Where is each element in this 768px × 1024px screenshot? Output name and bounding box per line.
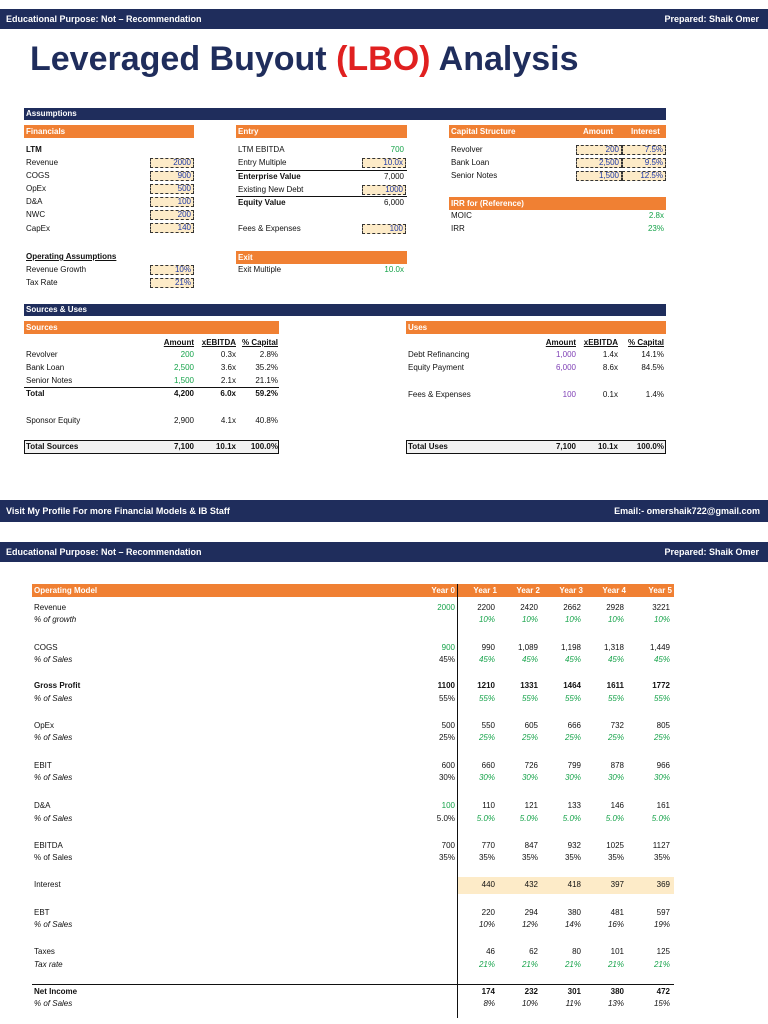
fin-input-opex[interactable]: 500 bbox=[150, 184, 194, 194]
use-x-equity-payment: 8.6x bbox=[602, 363, 618, 372]
moic-label: MOIC bbox=[451, 211, 472, 220]
model-cell-7-1: 25% bbox=[478, 733, 495, 742]
fin-input-da[interactable]: 100 bbox=[150, 197, 194, 207]
model-row-y0-11: 5.0% bbox=[436, 814, 455, 823]
fin-label-revenue: Revenue bbox=[26, 158, 59, 167]
model-cell-4-3: 1464 bbox=[563, 681, 581, 690]
operating-assumptions-header: Operating Assumptions bbox=[26, 252, 117, 261]
model-cell-4-4: 1611 bbox=[606, 681, 624, 690]
sources-uses-header: Sources & Uses bbox=[24, 304, 666, 316]
page2-purpose-note: Educational Purpose: Not – Recommendation bbox=[6, 547, 202, 557]
total-uses-x: 10.1x bbox=[597, 442, 618, 451]
model-row-y0-3: 45% bbox=[438, 655, 455, 664]
model-cell-12-4: 1025 bbox=[606, 841, 624, 850]
model-cell-13-3: 35% bbox=[564, 853, 581, 862]
model-cell-19-2: 232 bbox=[524, 987, 538, 996]
fin-input-revenue[interactable]: 2000 bbox=[150, 158, 194, 168]
model-cell-2-1: 990 bbox=[481, 643, 495, 652]
equity-value: 6,000 bbox=[383, 198, 404, 207]
use-x-fees: 0.1x bbox=[602, 390, 618, 399]
sources-total-line bbox=[24, 387, 279, 388]
use-amount-equity-payment: 6,000 bbox=[555, 363, 576, 372]
prepared-by: Prepared: Shaik Omer bbox=[664, 14, 759, 24]
ltm-label: LTM bbox=[26, 145, 42, 154]
page-title bbox=[30, 40, 579, 79]
fin-input-cogs[interactable]: 900 bbox=[150, 171, 194, 181]
model-cell-15-1: 220 bbox=[481, 908, 495, 917]
footer-banner bbox=[0, 500, 768, 522]
model-cell-17-5: 125 bbox=[656, 947, 670, 956]
model-cell-3-1: 45% bbox=[478, 655, 495, 664]
model-cell-15-5: 597 bbox=[656, 908, 670, 917]
cap-interest-senior-notes[interactable]: 12.5% bbox=[622, 171, 666, 181]
model-cell-7-5: 25% bbox=[653, 733, 670, 742]
model-cell-9-5: 30% bbox=[653, 773, 670, 782]
model-row-label-5: % of Sales bbox=[34, 694, 73, 703]
model-row-y0-7: 25% bbox=[438, 733, 455, 742]
footer-profile-note: Visit My Profile For more Financial Models & IB Staff bbox=[6, 506, 230, 516]
sources-header: Sources bbox=[24, 321, 279, 334]
model-row-label-0: Revenue bbox=[34, 603, 67, 612]
sources-col-xebitda: xEBITDA bbox=[201, 338, 236, 347]
year-header-3: Year 3 bbox=[559, 586, 583, 595]
entry-ltm-ebitda-value: 700 bbox=[390, 145, 404, 154]
model-cell-2-2: 1,089 bbox=[517, 643, 538, 652]
cap-amount-senior-notes[interactable]: 1,500 bbox=[576, 171, 622, 181]
entry-divider bbox=[236, 170, 407, 171]
equity-value-label: Equity Value bbox=[238, 198, 286, 207]
sponsor-equity-label: Sponsor Equity bbox=[26, 416, 81, 425]
model-cell-19-3: 301 bbox=[567, 987, 581, 996]
model-cell-3-5: 45% bbox=[653, 655, 670, 664]
model-cell-1-4: 10% bbox=[607, 615, 624, 624]
cap-amount-revolver[interactable]: 200 bbox=[576, 145, 622, 155]
model-cell-10-1: 110 bbox=[482, 801, 495, 810]
model-cell-3-2: 45% bbox=[521, 655, 538, 664]
model-row-y0-12: 700 bbox=[441, 841, 455, 850]
use-x-debt-refi: 1.4x bbox=[602, 350, 618, 359]
sources-col-pct: % Capital bbox=[241, 338, 278, 347]
fin-label-da: D&A bbox=[26, 197, 43, 206]
model-cell-5-5: 55% bbox=[653, 694, 670, 703]
ev-value: 7,000 bbox=[383, 172, 404, 181]
model-row-y0-0: 2000 bbox=[437, 603, 455, 612]
title-part-2: Analysis bbox=[430, 40, 579, 78]
model-cell-3-3: 45% bbox=[564, 655, 581, 664]
model-cell-12-1: 770 bbox=[481, 841, 495, 850]
model-row-label-17: Taxes bbox=[34, 947, 55, 956]
src-x-revolver: 0.3x bbox=[220, 350, 236, 359]
model-cell-18-3: 21% bbox=[564, 960, 581, 969]
fees-input[interactable]: 100 bbox=[362, 224, 406, 234]
model-cell-16-1: 10% bbox=[478, 920, 495, 929]
model-cell-16-3: 14% bbox=[564, 920, 581, 929]
model-cell-7-4: 25% bbox=[607, 733, 624, 742]
existing-debt-label: Existing New Debt bbox=[238, 185, 304, 194]
operating-model-title: Operating Model bbox=[34, 586, 98, 595]
model-row-label-6: OpEx bbox=[34, 721, 55, 730]
model-row-label-13: % of Sales bbox=[34, 853, 73, 862]
model-cell-1-3: 10% bbox=[564, 615, 581, 624]
model-cell-9-2: 30% bbox=[521, 773, 538, 782]
use-amount-debt-refi: 1,000 bbox=[555, 350, 576, 359]
model-cell-15-4: 481 bbox=[610, 908, 624, 917]
model-cell-18-2: 21% bbox=[521, 960, 538, 969]
model-cell-12-5: 1127 bbox=[652, 841, 670, 850]
cap-interest-col: Interest bbox=[631, 127, 660, 136]
model-cell-20-4: 13% bbox=[607, 999, 624, 1008]
entry-header: Entry bbox=[236, 125, 407, 138]
model-cell-2-3: 1,198 bbox=[560, 643, 581, 652]
src-label-bank-loan: Bank Loan bbox=[26, 363, 65, 372]
top-banner bbox=[0, 9, 768, 29]
page2-top-banner bbox=[0, 542, 768, 562]
uses-col-pct: % Capital bbox=[627, 338, 664, 347]
sources-col-amount: Amount bbox=[163, 338, 194, 347]
model-row-label-18: Tax rate bbox=[34, 960, 63, 969]
fin-input-capex[interactable]: 140 bbox=[150, 223, 194, 233]
src-label-senior-notes: Senior Notes bbox=[26, 376, 73, 385]
net-income-line bbox=[32, 984, 674, 985]
model-row-label-10: D&A bbox=[34, 801, 51, 810]
year-header-2: Year 2 bbox=[516, 586, 540, 595]
src-x-bank-loan: 3.6x bbox=[220, 363, 236, 372]
use-amount-fees: 100 bbox=[562, 390, 576, 399]
op-label-tax: Tax Rate bbox=[26, 278, 58, 287]
model-row-label-11: % of Sales bbox=[34, 814, 73, 823]
model-row-label-4: Gross Profit bbox=[34, 681, 81, 690]
model-cell-17-3: 80 bbox=[572, 947, 581, 956]
model-cell-8-4: 878 bbox=[610, 761, 624, 770]
model-cell-12-2: 847 bbox=[524, 841, 538, 850]
model-cell-9-1: 30% bbox=[478, 773, 495, 782]
total-sources-pct: 100.0% bbox=[250, 442, 278, 451]
model-cell-0-4: 2928 bbox=[606, 603, 624, 612]
model-row-label-2: COGS bbox=[34, 643, 58, 652]
fin-label-opex: OpEx bbox=[26, 184, 47, 193]
model-cell-17-2: 62 bbox=[529, 947, 538, 956]
year-header-1: Year 1 bbox=[473, 586, 497, 595]
src-amount-bank-loan: 2,500 bbox=[173, 363, 194, 372]
model-cell-5-3: 55% bbox=[564, 694, 581, 703]
model-row-y0-9: 30% bbox=[438, 773, 455, 782]
model-row-label-19: Net Income bbox=[34, 987, 78, 996]
model-row-label-14: Interest bbox=[34, 880, 61, 889]
model-cell-15-3: 380 bbox=[567, 908, 581, 917]
model-cell-6-5: 805 bbox=[656, 721, 670, 730]
model-cell-2-5: 1,449 bbox=[649, 643, 670, 652]
model-cell-4-5: 1772 bbox=[652, 681, 670, 690]
model-cell-19-1: 174 bbox=[481, 987, 495, 996]
title-part-1: Leveraged Buyout bbox=[30, 40, 337, 78]
model-cell-0-5: 3221 bbox=[652, 603, 670, 612]
model-row-y0-5: 55% bbox=[438, 694, 455, 703]
model-row-y0-4: 1100 bbox=[437, 681, 455, 690]
model-cell-20-2: 10% bbox=[521, 999, 538, 1008]
uses-col-amount: Amount bbox=[545, 338, 576, 347]
uses-col-xebitda: xEBITDA bbox=[583, 338, 618, 347]
model-cell-18-4: 21% bbox=[607, 960, 624, 969]
model-row-y0-6: 500 bbox=[441, 721, 455, 730]
model-cell-5-1: 55% bbox=[478, 694, 495, 703]
model-cell-19-4: 380 bbox=[610, 987, 624, 996]
model-cell-8-3: 799 bbox=[567, 761, 581, 770]
model-cell-20-5: 15% bbox=[653, 999, 670, 1008]
use-pct-fees: 1.4% bbox=[645, 390, 664, 399]
model-cell-16-5: 19% bbox=[653, 920, 670, 929]
model-row-label-8: EBIT bbox=[34, 761, 52, 770]
year-header-0: Year 0 bbox=[431, 586, 455, 595]
fin-label-capex: CapEx bbox=[26, 224, 51, 233]
model-cell-6-2: 605 bbox=[524, 721, 538, 730]
model-cell-17-4: 101 bbox=[610, 947, 624, 956]
cap-label-senior-notes: Senior Notes bbox=[451, 171, 498, 180]
model-cell-20-3: 11% bbox=[565, 999, 581, 1008]
model-cell-12-3: 932 bbox=[567, 841, 581, 850]
year-header-5: Year 5 bbox=[648, 586, 672, 595]
model-row-y0-13: 35% bbox=[438, 853, 455, 862]
op-input-tax[interactable]: 21% bbox=[150, 278, 194, 288]
model-cell-1-5: 10% bbox=[653, 615, 670, 624]
cap-interest-bank-loan[interactable]: 9.5% bbox=[622, 158, 666, 168]
model-cell-0-2: 2420 bbox=[520, 603, 538, 612]
model-row-y0-8: 600 bbox=[441, 761, 455, 770]
model-cell-16-4: 16% bbox=[607, 920, 624, 929]
model-cell-8-2: 726 bbox=[524, 761, 538, 770]
entry-multiple-input[interactable]: 10.0x bbox=[362, 158, 406, 168]
title-highlight: (LBO) bbox=[336, 40, 431, 78]
model-cell-9-4: 30% bbox=[607, 773, 624, 782]
model-cell-2-4: 1,318 bbox=[603, 643, 624, 652]
model-cell-7-2: 25% bbox=[521, 733, 538, 742]
page2-prepared-by: Prepared: Shaik Omer bbox=[664, 547, 759, 557]
model-row-label-7: % of Sales bbox=[34, 733, 73, 742]
cap-interest-revolver[interactable]: 7.5% bbox=[622, 145, 666, 155]
cap-amount-bank-loan[interactable]: 2,500 bbox=[576, 158, 622, 168]
model-cell-3-4: 45% bbox=[607, 655, 624, 664]
model-cell-18-1: 21% bbox=[478, 960, 495, 969]
model-cell-11-1: 5.0% bbox=[476, 814, 495, 823]
model-cell-11-5: 5.0% bbox=[651, 814, 670, 823]
model-cell-8-1: 660 bbox=[481, 761, 495, 770]
model-cell-14-1: 440 bbox=[481, 880, 495, 889]
model-cell-7-3: 25% bbox=[564, 733, 581, 742]
model-cell-14-2: 432 bbox=[524, 880, 538, 889]
use-label-debt-refi: Debt Refinancing bbox=[408, 350, 470, 359]
src-total-pct: 59.2% bbox=[255, 389, 278, 398]
src-amount-revolver: 200 bbox=[180, 350, 194, 359]
src-label-revolver: Revolver bbox=[26, 350, 58, 359]
use-pct-equity-payment: 84.5% bbox=[641, 363, 664, 372]
model-row-label-9: % of Sales bbox=[34, 773, 73, 782]
src-amount-senior-notes: 1,500 bbox=[173, 376, 194, 385]
model-cell-10-5: 161 bbox=[656, 801, 670, 810]
src-pct-senior-notes: 21.1% bbox=[255, 376, 278, 385]
model-cell-19-5: 472 bbox=[656, 987, 670, 996]
model-cell-14-5: 369 bbox=[656, 880, 670, 889]
model-cell-11-2: 5.0% bbox=[519, 814, 538, 823]
model-cell-13-4: 35% bbox=[607, 853, 624, 862]
model-cell-1-2: 10% bbox=[521, 615, 538, 624]
moic-value: 2.8x bbox=[648, 211, 664, 220]
model-cell-11-3: 5.0% bbox=[562, 814, 581, 823]
total-sources-label: Total Sources bbox=[26, 442, 79, 451]
model-cell-18-5: 21% bbox=[653, 960, 670, 969]
purpose-note: Educational Purpose: Not – Recommendation bbox=[6, 14, 202, 24]
capital-structure-header bbox=[449, 125, 666, 138]
model-row-label-16: % of Sales bbox=[34, 920, 73, 929]
year-header-4: Year 4 bbox=[602, 586, 626, 595]
src-total-amount: 4,200 bbox=[173, 389, 194, 398]
irr-label: IRR bbox=[451, 224, 465, 233]
total-uses-amount: 7,100 bbox=[555, 442, 576, 451]
model-cell-0-1: 2200 bbox=[477, 603, 495, 612]
entry-ltm-ebitda-label: LTM EBITDA bbox=[238, 145, 285, 154]
footer-email: Email:- omershaik722@gmail.com bbox=[614, 506, 760, 516]
sponsor-equity-amount: 2,900 bbox=[173, 416, 194, 425]
model-cell-6-3: 666 bbox=[567, 721, 581, 730]
irr-header: IRR for (Reference) bbox=[449, 197, 666, 210]
total-sources-x: 10.1x bbox=[215, 442, 236, 451]
irr-value: 23% bbox=[647, 224, 664, 233]
model-cell-10-3: 133 bbox=[567, 801, 581, 810]
ev-label: Enterprise Value bbox=[238, 172, 301, 181]
model-cell-1-1: 10% bbox=[478, 615, 495, 624]
entry-divider-2 bbox=[236, 196, 407, 197]
op-label-growth: Revenue Growth bbox=[26, 265, 87, 274]
model-row-label-20: % of Sales bbox=[34, 999, 73, 1008]
model-cell-13-1: 35% bbox=[478, 853, 495, 862]
model-row-y0-10: 100 bbox=[441, 801, 455, 810]
exit-multiple-value: 10.0x bbox=[384, 265, 404, 274]
model-cell-15-2: 294 bbox=[524, 908, 538, 917]
assumptions-header: Assumptions bbox=[24, 108, 666, 120]
total-uses-pct: 100.0% bbox=[636, 442, 664, 451]
fees-label: Fees & Expenses bbox=[238, 224, 301, 233]
model-cell-16-2: 12% bbox=[521, 920, 538, 929]
financials-header: Financials bbox=[24, 125, 194, 138]
src-pct-bank-loan: 35.2% bbox=[255, 363, 278, 372]
use-label-fees: Fees & Expenses bbox=[408, 390, 471, 399]
exit-header: Exit bbox=[236, 251, 407, 264]
src-x-senior-notes: 2.1x bbox=[220, 376, 236, 385]
model-cell-8-5: 966 bbox=[656, 761, 670, 770]
fin-input-nwc[interactable]: 200 bbox=[150, 210, 194, 220]
model-row-label-12: EBITDA bbox=[34, 841, 63, 850]
cap-label-revolver: Revolver bbox=[451, 145, 483, 154]
model-cell-9-3: 30% bbox=[564, 773, 581, 782]
cap-label-bank-loan: Bank Loan bbox=[451, 158, 490, 167]
model-cell-5-4: 55% bbox=[607, 694, 624, 703]
model-cell-13-2: 35% bbox=[521, 853, 538, 862]
model-row-y0-2: 900 bbox=[441, 643, 455, 652]
model-cell-4-2: 1331 bbox=[520, 681, 538, 690]
exit-multiple-label: Exit Multiple bbox=[238, 265, 282, 274]
model-row-label-3: % of Sales bbox=[34, 655, 73, 664]
model-cell-6-4: 732 bbox=[610, 721, 624, 730]
model-cell-13-5: 35% bbox=[653, 853, 670, 862]
cap-amount-col: Amount bbox=[583, 127, 614, 136]
op-input-growth[interactable]: 10% bbox=[150, 265, 194, 275]
model-row-label-15: EBT bbox=[34, 908, 50, 917]
model-cell-4-1: 1210 bbox=[477, 681, 495, 690]
model-cell-17-1: 46 bbox=[486, 947, 495, 956]
total-uses-label: Total Uses bbox=[408, 442, 448, 451]
model-row-label-1: % of growth bbox=[34, 615, 77, 624]
total-sources-amount: 7,100 bbox=[173, 442, 194, 451]
use-label-equity-payment: Equity Payment bbox=[408, 363, 465, 372]
model-cell-6-1: 550 bbox=[481, 721, 495, 730]
existing-debt-input[interactable]: 1000 bbox=[362, 185, 406, 195]
model-cell-11-4: 5.0% bbox=[605, 814, 624, 823]
sponsor-equity-x: 4.1x bbox=[220, 416, 236, 425]
src-total-label: Total bbox=[26, 389, 45, 398]
entry-multiple-label: Entry Multiple bbox=[238, 158, 287, 167]
model-cell-5-2: 55% bbox=[521, 694, 538, 703]
model-cell-14-4: 397 bbox=[610, 880, 624, 889]
src-total-x: 6.0x bbox=[220, 389, 236, 398]
model-cell-10-2: 121 bbox=[524, 801, 538, 810]
fin-label-cogs: COGS bbox=[26, 171, 50, 180]
sponsor-equity-pct: 40.8% bbox=[255, 416, 278, 425]
src-pct-revolver: 2.8% bbox=[259, 350, 278, 359]
use-pct-debt-refi: 14.1% bbox=[641, 350, 664, 359]
model-cell-20-1: 8% bbox=[483, 999, 495, 1008]
model-cell-0-3: 2662 bbox=[563, 603, 581, 612]
capital-structure-title: Capital Structure bbox=[451, 127, 516, 136]
model-cell-14-3: 418 bbox=[567, 880, 581, 889]
fin-label-nwc: NWC bbox=[26, 210, 46, 219]
uses-header: Uses bbox=[406, 321, 666, 334]
model-cell-10-4: 146 bbox=[610, 801, 624, 810]
